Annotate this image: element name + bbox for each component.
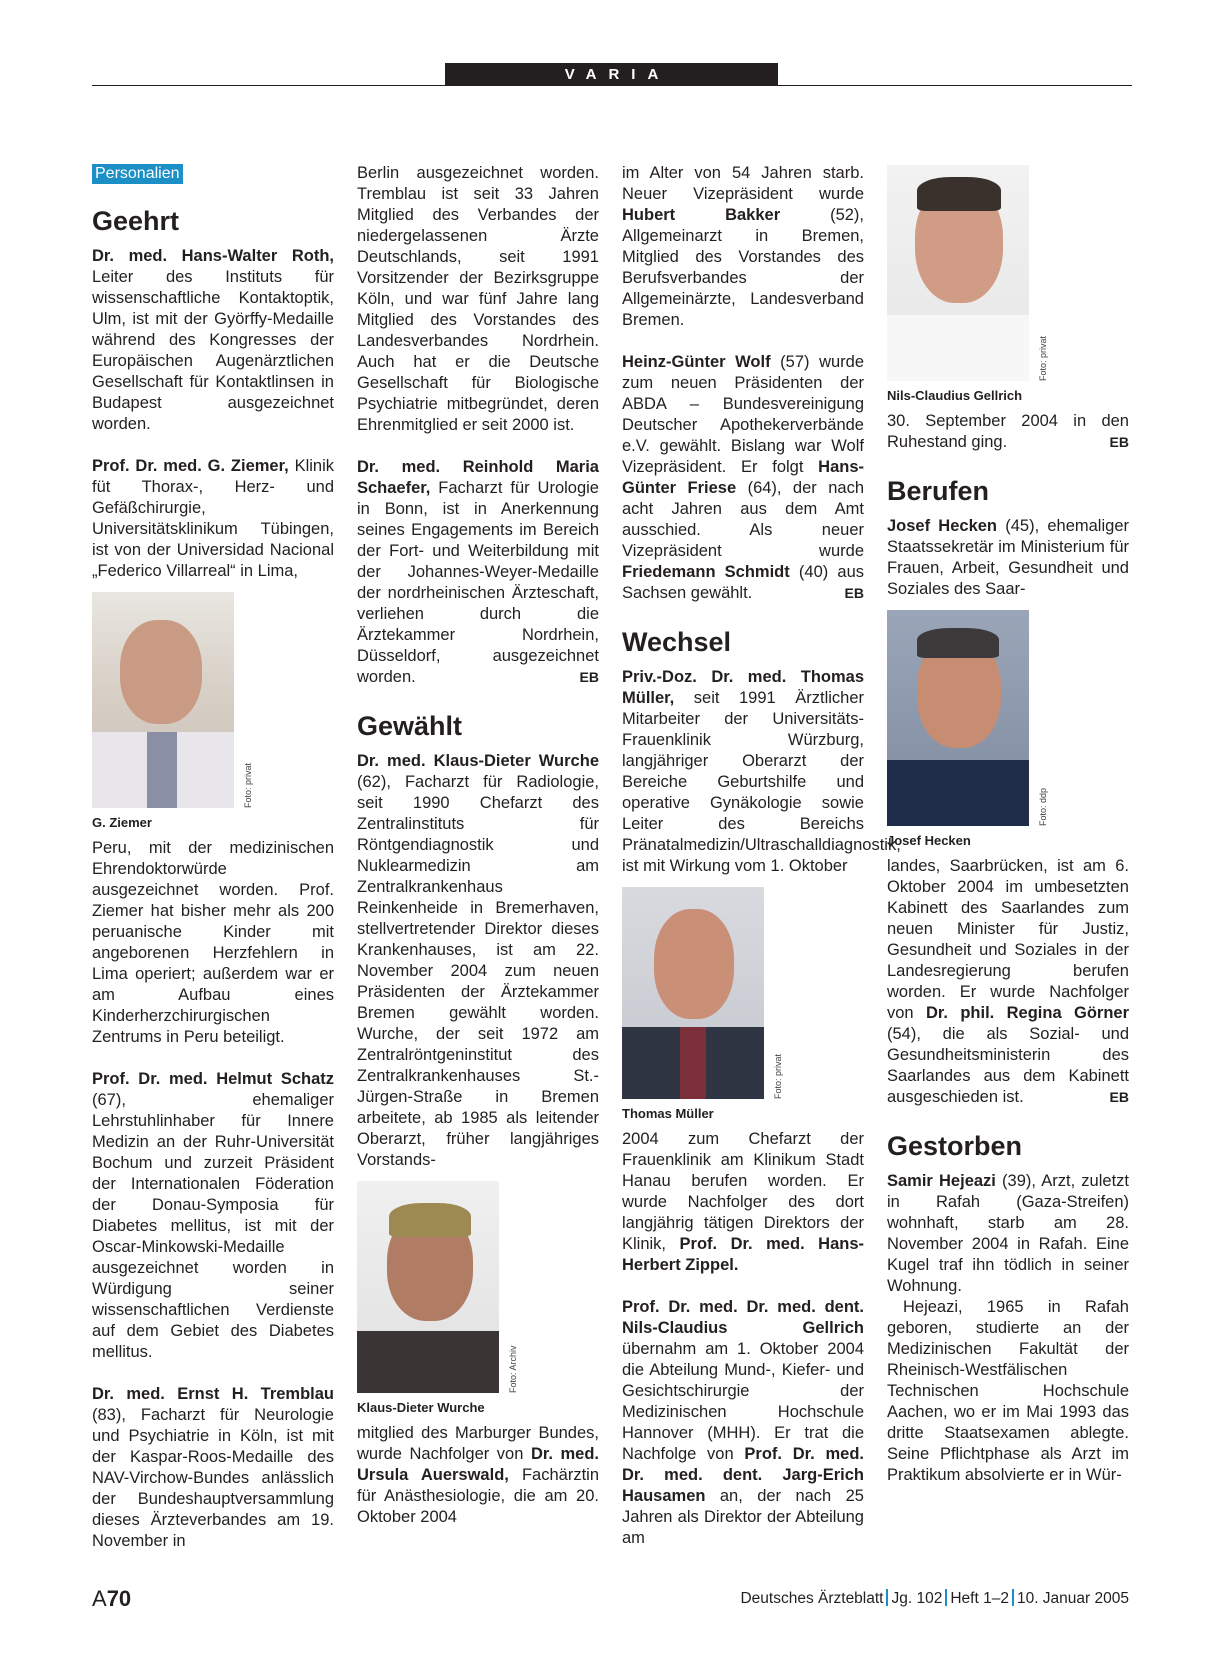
paragraph-wolf: Heinz-Günter Wolf (57) wurde zum neuen Präsidenten der ABDA – Bundesvereinigung Deutscher Apothekerverbände e.V. gewählt. Bislang war Wolf Vizepräsident. Er folgt Hans-Günter Friese (64), der nach acht Jahren aus dem Amt ausschied. Als neuer Vizepräsident wurde Friedemann Schmidt (40) aus Sachsen gewählt. EB [622, 353, 865, 602]
paragraph-schaefer: Dr. med. Reinhold Maria Schaefer, Facharzt für Urologie in Bonn, ist in Anerkennung seines Engagements im Bereich der Fort- und Weiterbildung mit der Johannes-Weyer-Medaille der nordrheinischen Ärzteschaft, verliehen durch die Ärztekammer Nordrhein, Düsseldorf, ausgezeichnet worden. EB [357, 458, 599, 686]
person-name: Prof. Dr. med. Dr. med. dent. Nils-Claudius Gellrich [622, 1298, 864, 1337]
portrait-image [357, 1181, 499, 1393]
portrait-image [887, 165, 1029, 381]
column-4 [887, 163, 1129, 1486]
person-name: Heinz-Günter Wolf [622, 353, 771, 371]
heading-wechsel: Wechsel [622, 627, 732, 657]
journal-name: Deutsches Ärzteblatt [740, 1590, 884, 1607]
photo-credit: Foto: ddp [1038, 787, 1048, 826]
photo-credit: Foto: privat [1038, 335, 1048, 381]
photo-caption: Thomas Müller [622, 1106, 714, 1121]
section-label: VARIA [445, 63, 778, 86]
person-name: Josef Hecken [887, 517, 998, 535]
photo-credit: Foto: privat [243, 762, 253, 808]
journal-issue: Heft 1–2 [950, 1590, 1009, 1607]
paragraph-hejeazi: Samir Hejeazi (39), Arzt, zuletzt in Rafah (Gaza-Streifen) wohnhaft, starb am 28. November 2004 in Rafah. Eine Kugel traf ihn tödlich in seiner Wohnung. [887, 1172, 1129, 1295]
paragraph-tremblau: Dr. med. Ernst H. Tremblau (83), Facharzt für Neurologie und Psychiatrie in Köln, ist mit der Kaspar-Roos-Medaille des NAV-Virchow-Bundes anlässlich der Bundeshauptversammlung dieses Ärzteverbandes am 19. November in [92, 1385, 334, 1550]
paragraph-wurche: Dr. med. Klaus-Dieter Wurche (62), Facharzt für Radiologie, seit 1990 Chefarzt des Zentralinstituts für Röntgendiagnostik und Nuklearmedizin am Zentralkrankenhaus Reinkenheide in Bremerhaven, stellvertretender Direktor dieses Krankenhauses, ist am 22. November 2004 zum neuen Präsidenten der Ärztekammer Bremen gewählt worden. Wurche, der seit 1972 am Zentralröntgeninstitut des Zentralkrankenhauses St.-Jürgen-Straße in Bremen arbeitete, ab 1985 als leitender Oberarzt, früher langjähriges Vorstands- [357, 752, 599, 1169]
photo-wurche [357, 1181, 599, 1417]
portrait-image [92, 592, 234, 808]
separator [886, 1589, 888, 1606]
paragraph-schatz: Prof. Dr. med. Helmut Schatz (67), ehemaliger Lehrstuhlinhaber für Innere Medizin an der Ruhr-Universität Bochum und zurzeit Präsident der Internationalen Föderation der Donau-Symposia für Diabetes mellitus, ist mit der Oscar-Minkowski-Medaille ausgezeichnet worden in Würdigung seiner wissenschaftlichen Verdienste auf dem Gebiet des Diabetes mellitus. [92, 1070, 334, 1361]
photo-hecken [887, 610, 1129, 850]
person-name: Prof. Dr. med. Helmut Schatz [92, 1070, 334, 1088]
photo-caption: Josef Hecken [887, 833, 971, 848]
author-initials: EB [1109, 1089, 1129, 1105]
photo-caption: Klaus-Dieter Wurche [357, 1400, 485, 1415]
author-initials: EB [844, 585, 864, 601]
author-initials: EB [1109, 434, 1129, 450]
photo-caption: G. Ziemer [92, 815, 152, 830]
author-initials: EB [579, 669, 599, 685]
journal-date: 10. Januar 2005 [1016, 1590, 1129, 1607]
person-name: Dr. med. Reinhold Maria Schaefer, [357, 458, 599, 497]
column-3 [622, 163, 901, 1549]
photo-credit: Foto: privat [773, 1053, 783, 1099]
column-2 [357, 163, 599, 1528]
paragraph-gellrich-cont: 30. September 2004 in den Ruhestand ging. EB [887, 412, 1129, 451]
paragraph-mueller-cont: 2004 zum Chefarzt der Frauenklinik am Klinikum Stadt Hanau berufen worden. Er wurde Nachfolger des dort langjährig tätigen Direktors der Klinik, Prof. Dr. med. Hans-Herbert Zippel. [622, 1130, 864, 1274]
person-name: Friedemann Schmidt [622, 563, 790, 581]
person-name: Samir Hejeazi [887, 1172, 996, 1190]
paragraph-hecken-cont: landes, Saarbrücken, ist am 6. Oktober 2004 im umbesetzten Kabinett des Saarlandes zum neuen Minister für Justiz, Gesundheit und Soziales in der Landesregierung berufen worden. Er wurde Nachfolger von Dr. phil. Regina Görner (54), die als Sozial- und Gesundheitsministerin des Saarlandes aus dem Kabinett ausgeschieden ist. EB [887, 857, 1129, 1106]
heading-gewaehlt: Gewählt [357, 711, 463, 741]
photo-gellrich [887, 165, 1129, 405]
paragraph-wurche-cont: mitglied des Marburger Bundes, wurde Nachfolger von Dr. med. Ursula Auerswald, Fachärztin für Anästhesiologie, die am 20. Oktober 2004 [357, 1424, 599, 1526]
paragraph-roth: Dr. med. Hans-Walter Roth, Leiter des Instituts für wissenschaftliche Kontaktoptik, Ulm, ist mit der Györffy-Medaille während des Kongresses der Europäischen Augenärztlichen Gesellschaft für Kontaktlinsen in Budapest ausgezeichnet worden. [92, 247, 334, 433]
photo-credit: Foto: Archiv [508, 1345, 518, 1393]
person-name: Hans-Günter Friese [622, 458, 864, 497]
photo-ziemer [92, 592, 334, 832]
paragraph-tremblau-cont: Berlin ausgezeichnet worden. Tremblau ist seit 33 Jahren Mitglied des Verbandes der niedergelassenen Ärzte Deutschlands, seit 1991 Vorsitzender der Bezirksgruppe Köln, und war fünf Jahre lang Mitglied des Vorstandes des Landesverbandes Nordrhein. Auch hat er die Deutsche Gesellschaft für Biologische Psychiatrie mitbegründet, deren Ehrenmitglied er seit 2000 ist. [357, 164, 599, 434]
photo-caption: Nils-Claudius Gellrich [887, 388, 1023, 403]
photo-mueller [622, 887, 864, 1123]
person-name: Dr. med. Ernst H. Tremblau [92, 1385, 334, 1403]
person-name: Dr. phil. Regina Görner [925, 1004, 1129, 1022]
paragraph-gellrich: Prof. Dr. med. Dr. med. dent. Nils-Claudius Gellrich übernahm am 1. Oktober 2004 die Abteilung Mund-, Kiefer- und Gesichtschirurgie der Medizinischen Hochschule Hannover (MHH). Er trat die Nachfolge von Prof. Dr. med. Dr. med. dent. Jarg-Erich Hausamen an, der nach 25 Jahren als Direktor der Abteilung am [622, 1298, 864, 1547]
person-name: Dr. med. Ursula Auerswald, [357, 1445, 599, 1484]
column-1 [92, 163, 334, 1552]
separator [1012, 1589, 1014, 1606]
person-name: Prof. Dr. med. Dr. med. dent. Jarg-Erich Hausamen [622, 1445, 864, 1505]
paragraph-hecken: Josef Hecken (45), ehemaliger Staatssekretär im Ministerium für Frauen, Arbeit, Gesundheit und Soziales des Saar- [887, 517, 1129, 598]
paragraph-bakker: im Alter von 54 Jahren starb. Neuer Vizepräsident wurde Hubert Bakker (52), Allgemeinarzt in Bremen, Mitglied des Vorstandes des Berufsverbandes der Allgemeinärzte, Landesverband Bremen. [622, 164, 864, 329]
paragraph-hejeazi-bio: Hejeazi, 1965 in Rafah geboren, studierte an der Medizinischen Fakultät der Rheinisch-Westfälischen Technischen Hochschule Aachen, wo er im Mai 1993 das dritte Staatsexamen ablegte. Seine Pflichtphase als Arzt im Praktikum absolvierte er in Wür- [887, 1298, 1129, 1484]
person-name: Dr. med. Klaus-Dieter Wurche [357, 752, 599, 770]
separator [945, 1589, 947, 1606]
heading-geehrt: Geehrt [92, 206, 180, 236]
page-number: A70 [92, 1586, 132, 1611]
person-name: Prof. Dr. med. G. Ziemer, [92, 457, 289, 475]
paragraph-mueller: Priv.-Doz. Dr. med. Thomas Müller, seit 1991 Ärztlicher Mitarbeiter der Universitäts-Frauenklinik Würzburg, langjähriger Oberarzt der Bereiche Geburtshilfe und operative Gynäkologie sowie Leiter des Bereichs Pränatalmedizin/Ultraschalldiagnostik, ist mit Wirkung vom 1. Oktober [622, 668, 901, 875]
person-name: Prof. Dr. med. Hans-Herbert Zippel. [622, 1235, 864, 1274]
paragraph-ziemer-cont: Peru, mit der medizinischen Ehrendoktorwürde ausgezeichnet worden. Prof. Ziemer hat bisher mehr als 200 peruanische Kinder mit angeborenen Herzfehlern in Lima operiert; außerdem war er am Aufbau eines Kinderherzchirurgischen Zentrums in Peru beteiligt. [92, 839, 334, 1046]
journal-info [740, 1589, 1129, 1608]
portrait-image [887, 610, 1029, 826]
person-name: Priv.-Doz. Dr. med. Thomas Müller, [622, 668, 864, 707]
portrait-image [622, 887, 764, 1099]
person-name: Hubert Bakker [622, 206, 781, 224]
heading-berufen: Berufen [887, 476, 990, 506]
paragraph-ziemer: Prof. Dr. med. G. Ziemer, Klinik füt Thorax-, Herz- und Gefäßchirurgie, Universitätsklinikum Tübingen, ist von der Universidad Nacional „Federico Villarreal“ in Lima, [92, 457, 334, 580]
journal-volume: Jg. 102 [891, 1590, 943, 1607]
heading-gestorben: Gestorben [887, 1131, 1023, 1161]
person-name: Dr. med. Hans-Walter Roth, [92, 247, 334, 265]
category-tag: Personalien [92, 164, 183, 184]
